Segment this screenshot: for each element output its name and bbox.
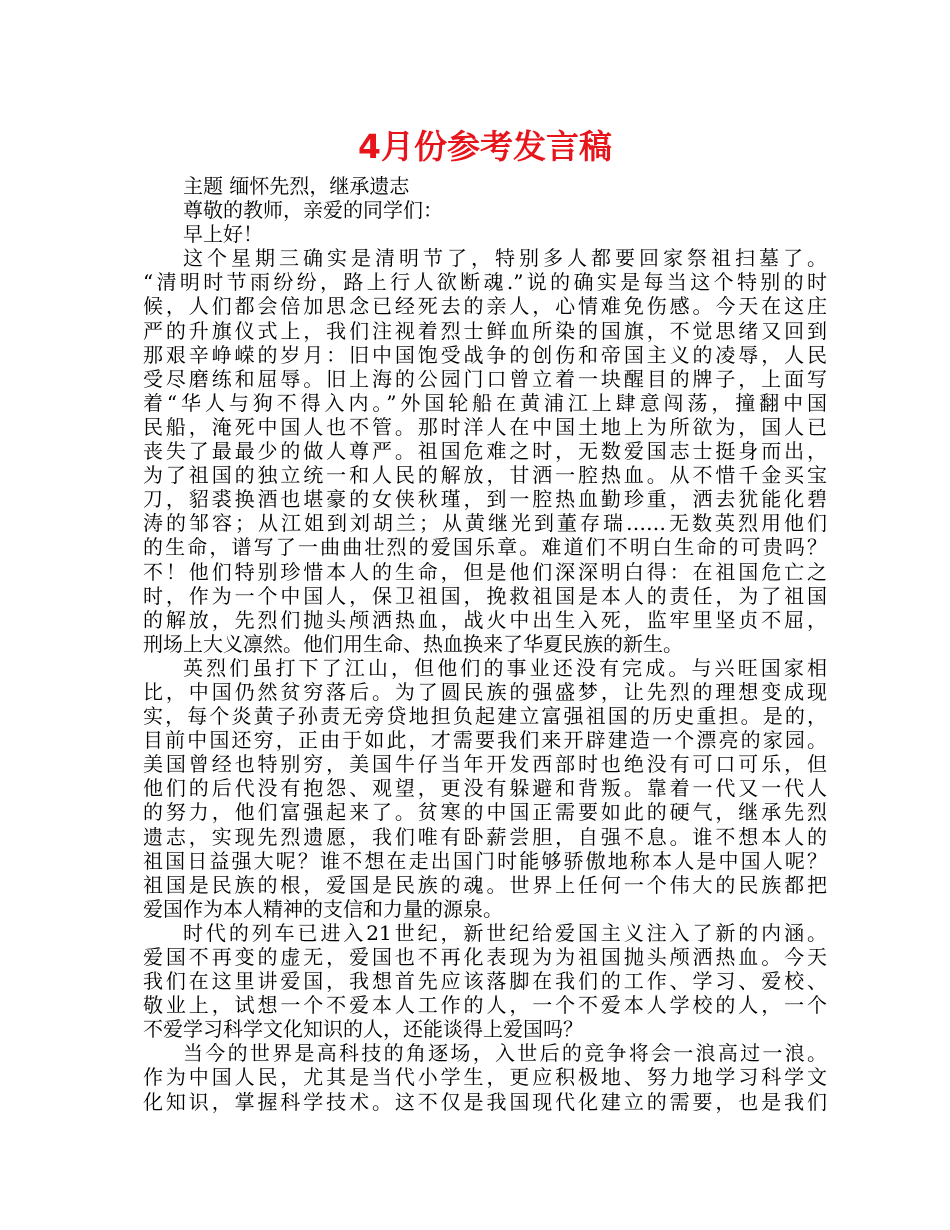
text-line: 候，人们都会倍加思念已经死去的亲人，心情难免伤感。今天在这庄	[143, 294, 827, 319]
text-line: 敬业上，试想一个不爱本人工作的人，一个不爱本人学校的人，一个	[143, 993, 827, 1018]
text-line: 的努力，他们富强起来了。贫寒的中国正需要如此的硬气，继承先烈	[143, 800, 827, 825]
text-line: 作为中国人民，尤其是当代小学生，更应积极地、努力地学习科学文	[143, 1065, 827, 1090]
text-line: “清明时节雨纷纷，路上行人欲断魂.”说的确实是每当这个特别的时	[143, 270, 827, 295]
text-line: 当今的世界是高科技的角逐场，入世后的竞争将会一浪高过一浪。	[183, 1041, 827, 1066]
text-line: 遗志，实现先烈遗愿，我们唯有卧薪尝胆，自强不息。谁不想本人的	[143, 824, 827, 849]
text-line: 的生命，谱写了一曲曲壮烈的爱国乐章。难道们不明白生命的可贵吗？	[143, 535, 827, 560]
text-line: 早上好！	[183, 222, 263, 247]
text-line: 着“华人与狗不得入内。”外国轮船在黄浦江上肆意闯荡，撞翻中国	[143, 390, 827, 415]
text-line: 美国曾经也特别穷，美国牛仔当年开发西部时也绝没有可口可乐，但	[143, 752, 827, 777]
text-line: 实，每个炎黄子孙责无旁贷地担负起建立富强祖国的历史重担。是的，	[143, 704, 827, 729]
text-line: 爱国作为本人精神的支信和力量的源泉。	[143, 896, 503, 921]
text-line: 受尽磨练和屈辱。旧上海的公园门口曾立着一块醒目的牌子，上面写	[143, 366, 827, 391]
text-line: 为了祖国的独立统一和人民的解放，甘洒一腔热血。从不惜千金买宝	[143, 463, 827, 488]
text-line: 我们在这里讲爱国，我想首先应该落脚在我们的工作、学习、爱校、	[143, 969, 827, 994]
text-line: 爱国不再变的虚无，爱国也不再化表现为为祖国抛头颅洒热血。今天	[143, 945, 827, 969]
text-line: 时代的列车已进入21世纪，新世纪给爱国主义注入了新的内涵。	[183, 920, 827, 945]
text-line: 涛的邹容；从江姐到刘胡兰；从黄继光到董存瑞……无数英烈用他们	[143, 511, 827, 536]
text-line: 民船，淹死中国人也不管。那时洋人在中国土地上为所欲为，国人已	[143, 414, 827, 439]
text-line: 化知识，掌握科学技术。这不仅是我国现代化建立的需要，也是我们	[143, 1089, 827, 1114]
text-line: 不！他们特别珍惜本人的生命，但是他们深深明白得：在祖国危亡之	[143, 559, 827, 584]
document-body	[143, 174, 827, 1114]
text-line: 目前中国还穷，正由于如此，才需要我们来开辟建造一个漂亮的家园。	[143, 728, 827, 753]
text-line: 那艰辛峥嵘的岁月：旧中国饱受战争的创伤和帝国主义的凌辱，人民	[143, 342, 827, 367]
text-line: 祖国日益强大呢？谁不想在走出国门时能够骄傲地称本人是中国人呢？	[143, 848, 827, 873]
text-line: 丧失了最最少的做人尊严。祖国危难之时，无数爱国志士挺身而出，	[143, 439, 827, 464]
text-line: 他们的后代没有抱怨、观望，更没有躲避和背叛。靠着一代又一代人	[143, 776, 827, 801]
text-line: 刑场上大义凛然。他们用生命、热血换来了华夏民族的新生。	[143, 631, 683, 656]
text-line: 这个星期三确实是清明节了，特别多人都要回家祭祖扫墓了。	[183, 246, 827, 271]
text-line: 不爱学习科学文化知识的人，还能谈得上爱国吗？	[143, 1017, 583, 1042]
text-line: 主题 缅怀先烈，继承遗志	[183, 174, 410, 198]
document-title: 4月份参考发言稿	[358, 127, 612, 166]
text-line: 比，中国仍然贫穷落后。为了圆民族的强盛梦，让先烈的理想变成现	[143, 679, 827, 704]
text-line: 尊敬的教师，亲爱的同学们：	[183, 198, 443, 223]
document-page	[143, 118, 827, 1114]
text-line: 英烈们虽打下了江山，但他们的事业还没有完成。与兴旺国家相	[183, 655, 827, 680]
text-line: 时，作为一个中国人，保卫祖国，挽救祖国是本人的责任，为了祖国	[143, 583, 827, 608]
text-line: 严的升旗仪式上，我们注视着烈士鲜血所染的国旗，不觉思绪又回到	[143, 318, 827, 343]
text-line: 刀，貂裘换酒也堪豪的女侠秋瑾，到一腔热血勤珍重，洒去犹能化碧	[143, 487, 827, 512]
text-line: 的解放，先烈们抛头颅洒热血，战火中出生入死，监牢里坚贞不屈，	[143, 607, 827, 632]
text-line: 祖国是民族的根，爱国是民族的魂。世界上任何一个伟大的民族都把	[143, 872, 827, 897]
